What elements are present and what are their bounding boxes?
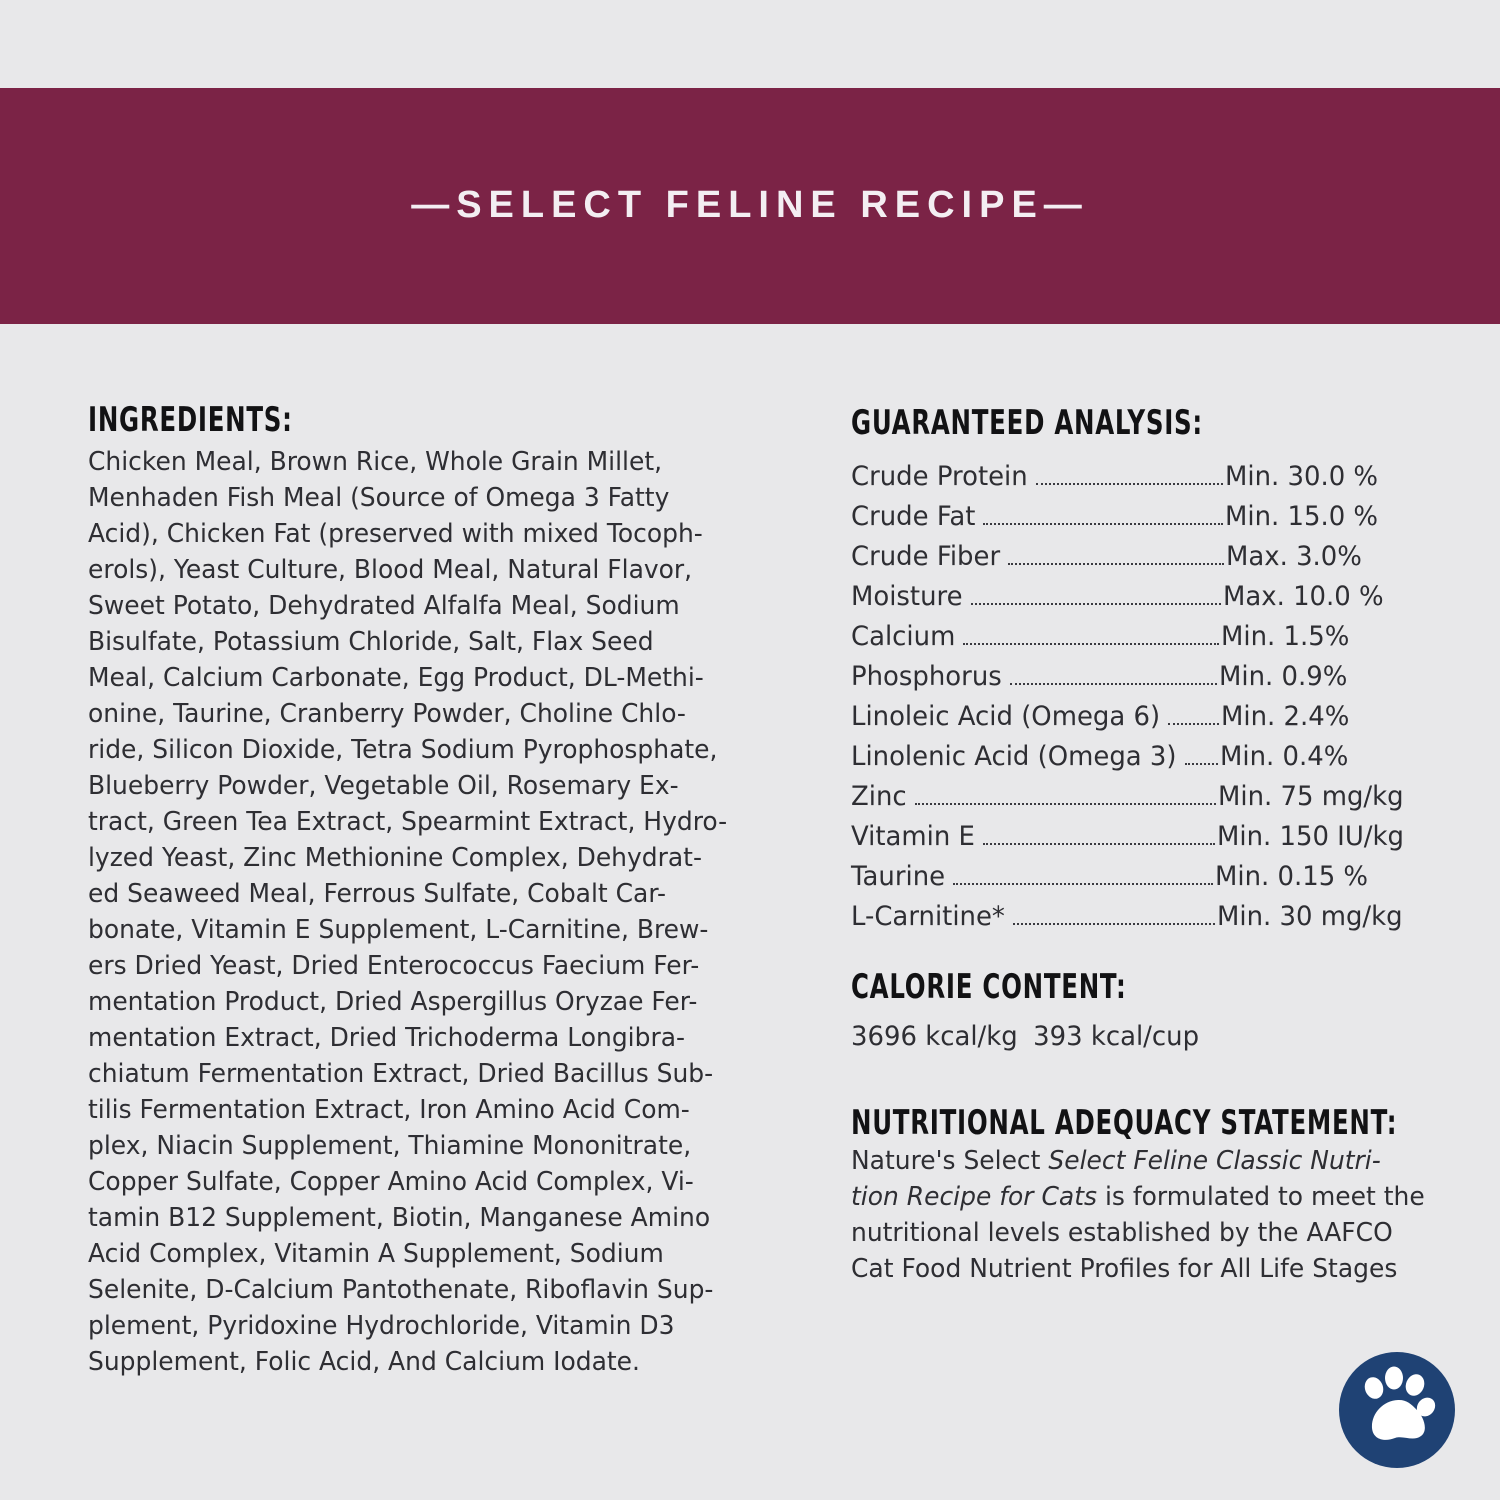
nutrient-name: Crude Fat [851,501,976,532]
ingredients-list: Chicken Meal, Brown Rice, Whole Grain Millet, Menhaden Fish Meal (Source of Omega 3 Fatty Acid), Chicken Fat (preserved with mixed Tocoph- erols), Yeast Culture, Blood Meal, Natural Flavor, Sweet Potato, Dehydrated Alfalfa Meal, Sodium Bisulfate, Potassium Chloride, Salt, Flax Seed Meal, Calcium Carbonate, Egg Product, DL-Methi- onine, Taurine, Cranberry Powder, Choline Chlo- ride, Silicon Dioxide, Tetra Sodium Pyrophosphate, Blueberry Powder, Vegetable Oil, Rosemary Ex- tract, Green Tea Extract, Spearmint Extract, Hydro- lyzed Yeast, Zinc Methionine Complex, Dehydrat- ed Seaweed Meal, Ferrous Sulfate, Cobalt Car- bonate, Vitamin E Supplement, L-Carnitine, Brew- ers Dried Yeast, Dried Enterococcus Faecium Fer- mentation Product, Dried Aspergillus Oryzae Fer- mentation Extract, Dried Trichoderma Longibra- chiatum Fermentation Extract, Dried Bacillus Sub- tilis Fermentation Extract, Iron Amino Acid Com- plex, Niacin Supplement, Thiamine Mononitrate, Copper Sulfate, Copper Amino Acid Complex, Vi- tamin B12 Supplement, Biotin, Manganese Amino Acid Complex, Vitamin A Supplement, Sodium Selenite, D-Calcium Pantothenate, Riboflavin Sup- plement, Pyridoxine Hydrochloride, Vitamin D3 Supplement, Folic Acid, And Calcium Iodate. [88,447,728,1377]
ingredients-heading: INGREDIENTS: [88,400,293,440]
calories-per-cup: 393 kcal/cup [1033,1021,1200,1052]
dot-leader [1185,747,1218,765]
analysis-row [851,777,1451,817]
calorie-content-heading: CALORIE CONTENT: [851,967,1127,1007]
nutrient-value: Max. 3.0% [1226,541,1362,572]
nutrient-value: Min. 0.4% [1220,741,1349,772]
nutrient-name: Crude Fiber [851,541,1001,572]
nutrient-name: Moisture [851,581,963,612]
nutritional-adequacy-text [851,1143,1427,1287]
nutrient-value: Max. 10.0 % [1223,581,1384,612]
dot-leader [963,627,1219,645]
nutrient-value: Min. 30.0 % [1225,461,1379,492]
guaranteed-analysis-table [851,457,1451,937]
nutritional-adequacy-heading: NUTRITIONAL ADEQUACY STATEMENT: [851,1103,1398,1143]
analysis-row [851,617,1451,657]
nutrient-name: Calcium [851,621,956,652]
analysis-row [851,457,1451,497]
analysis-row [851,537,1451,577]
analysis-row [851,577,1451,617]
analysis-row [851,697,1451,737]
dot-leader [1036,467,1223,485]
nas-lead: Nature's Select [851,1146,1049,1176]
dot-leader [1013,907,1215,925]
guaranteed-analysis-heading: GUARANTEED ANALYSIS: [851,403,1203,443]
nutrient-value: Min. 75 mg/kg [1218,781,1404,812]
nutrient-value: Min. 0.9% [1219,661,1348,692]
nutrient-value: Min. 150 IU/kg [1217,821,1405,852]
nutrient-name: L-Carnitine* [851,901,1005,932]
analysis-row [851,857,1451,897]
analysis-row [851,737,1451,777]
nutrient-name: Linolenic Acid (Omega 3) [851,741,1177,772]
nas-tail: is formulated to meet the nutritional levels established by the AAFCO Cat Food Nutrient Profiles for All Life Stages [851,1182,1425,1284]
nutrient-value: Min. 15.0 % [1225,501,1379,532]
analysis-row [851,817,1451,857]
ingredients-section [88,400,808,1380]
dot-leader [1010,667,1217,685]
dot-leader [1168,707,1219,725]
nutrient-value: Min. 0.15 % [1215,861,1369,892]
dot-leader [971,587,1221,605]
analysis-row [851,497,1451,537]
nutrient-name: Vitamin E [851,821,975,852]
nutrient-name: Crude Protein [851,461,1028,492]
dot-leader [983,827,1215,845]
paw-icon [1339,1352,1455,1468]
analysis-row [851,897,1451,937]
nutrient-name: Zinc [851,781,907,812]
dot-leader [983,507,1223,525]
nutrient-name: Phosphorus [851,661,1002,692]
nutrient-value: Min. 2.4% [1221,701,1350,732]
dot-leader [953,867,1213,885]
nutrient-value: Min. 1.5% [1221,621,1350,652]
nutrient-name: Taurine [851,861,946,892]
page-title: —SELECT FELINE RECIPE— [411,184,1089,226]
dot-leader [915,787,1216,805]
analysis-column [851,403,1451,1287]
nas-product-name: Select Feline Classic Nutri-tion Recipe for Cats [851,1146,1381,1212]
nutrient-value: Min. 30 mg/kg [1217,901,1403,932]
calorie-values [851,1017,1427,1057]
calories-per-kg: 3696 kcal/kg [851,1021,1018,1052]
nutrient-name: Linoleic Acid (Omega 6) [851,701,1161,732]
dot-leader [1008,547,1224,565]
analysis-row [851,657,1451,697]
